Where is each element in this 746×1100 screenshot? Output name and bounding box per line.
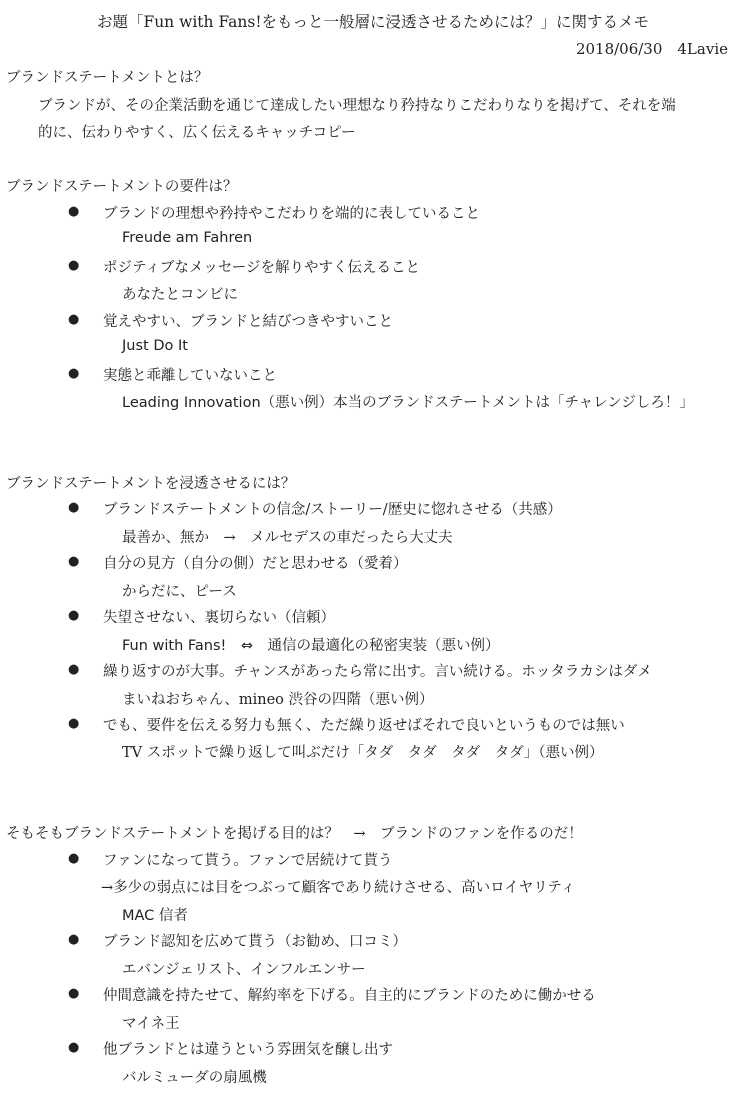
purpose-item-2: ブランド認知を広めて貰う（お勧め、口コミ） [103, 934, 407, 950]
bullet-dot: ● [68, 932, 80, 947]
bullet-dot: ● [68, 204, 80, 219]
bullet-dot: ● [68, 986, 80, 1001]
purpose-item-3: 仲間意識を持たせて、解約率を下げる。自主的にブランドのために働かせる [103, 988, 596, 1004]
bullet-dot: ● [68, 662, 80, 677]
bullet-dot: ● [68, 500, 80, 515]
bullet-dot: ● [68, 851, 80, 866]
purpose-item-1: ファンになって貰う。ファンで居続けて貰う [103, 853, 393, 869]
document-title: お題「Fun with Fans!をもっと一般層に浸透させるためには？」に関するメモ [96, 13, 650, 31]
penetration-item-5: でも、要件を伝える努力も無く、ただ繰り返せばそれで良いというものでは無い [103, 718, 625, 734]
penetration-item-2: 自分の見方（自分の側）だと思わせる（愛着） [103, 556, 408, 572]
bullet-dot: ● [68, 608, 80, 623]
section-heading-purpose: そもそもブランドステートメントを掲げる目的は？ → ブランドのファンを作るのだ！ [6, 826, 583, 842]
document-date-author: 2018/06/30 4Lavie [575, 40, 728, 58]
requirement-item-1: ブランドの理想や矜持やこだわりを端的に表していること [103, 206, 480, 222]
bullet-dot: ● [68, 258, 80, 273]
section-heading-definition: ブランドステートメントとは？ [6, 70, 209, 86]
requirement-example-1: Freude am Fahren [122, 230, 253, 246]
requirement-example-3: Just Do It [122, 338, 188, 354]
purpose-item-4: 他ブランドとは違うという雰囲気を醸し出す [103, 1042, 393, 1058]
definition-text-line2: 的に、伝わりやすく、広く伝えるキャッチコピー [38, 125, 356, 141]
penetration-example-5: TV スポットで繰り返して叫ぶだけ「タダ タダ タダ タダ」（悪い例） [122, 745, 604, 761]
requirement-example-2: あなたとコンビに [122, 287, 238, 303]
penetration-example-2: からだに、ピース [122, 584, 237, 600]
penetration-item-4: 繰り返すのが大事。チャンスがあったら常に出す。言い続ける。ホッタラカシはダメ [103, 664, 652, 680]
section-heading-penetration: ブランドステートメントを浸透させるには？ [6, 476, 296, 492]
bullet-dot: ● [68, 312, 80, 327]
bullet-dot: ● [68, 366, 80, 381]
requirement-item-3: 覚えやすい、ブランドと結びつきやすいこと [103, 314, 393, 330]
penetration-item-1: ブランドステートメントの信念/ストーリー/歴史に惚れさせる（共感） [103, 502, 562, 518]
requirement-item-2: ポジティブなメッセージを解りやすく伝えること [103, 260, 420, 276]
purpose-arrow-line: →多少の弱点には目をつぶって顧客であり続けさせる、高いロイヤリティ [101, 880, 576, 896]
definition-text-line1: ブランドが、その企業活動を通じて達成したい理想なり矜持なりこだわりなりを掲げて、それを端 [38, 98, 676, 114]
bullet-dot: ● [68, 554, 80, 569]
section-heading-requirements: ブランドステートメントの要件は？ [6, 179, 238, 195]
bullet-dot: ● [68, 1040, 80, 1055]
requirement-example-4: Leading Innovation（悪い例）本当のブランドステートメントは「チャレンジしろ！」 [122, 395, 694, 411]
purpose-example-4: バルミューダの扇風機 [122, 1070, 267, 1086]
penetration-item-3: 失望させない、裏切らない（信頼） [103, 610, 335, 626]
purpose-example-2: エバンジェリスト、インフルエンサー [122, 962, 366, 978]
penetration-example-1: 最善か、無か → メルセデスの車だったら大丈夫 [122, 530, 453, 546]
bullet-dot: ● [68, 716, 80, 731]
purpose-example-1: MAC 信者 [122, 908, 188, 924]
requirement-item-4: 実態と乖離していないこと [103, 368, 277, 384]
purpose-example-3: マイネ王 [122, 1016, 180, 1032]
penetration-example-4: まいねおちゃん、mineo 渋谷の四階（悪い例） [122, 692, 434, 708]
penetration-example-3: Fun with Fans! ⇔ 通信の最適化の秘密実装（悪い例） [122, 638, 500, 654]
